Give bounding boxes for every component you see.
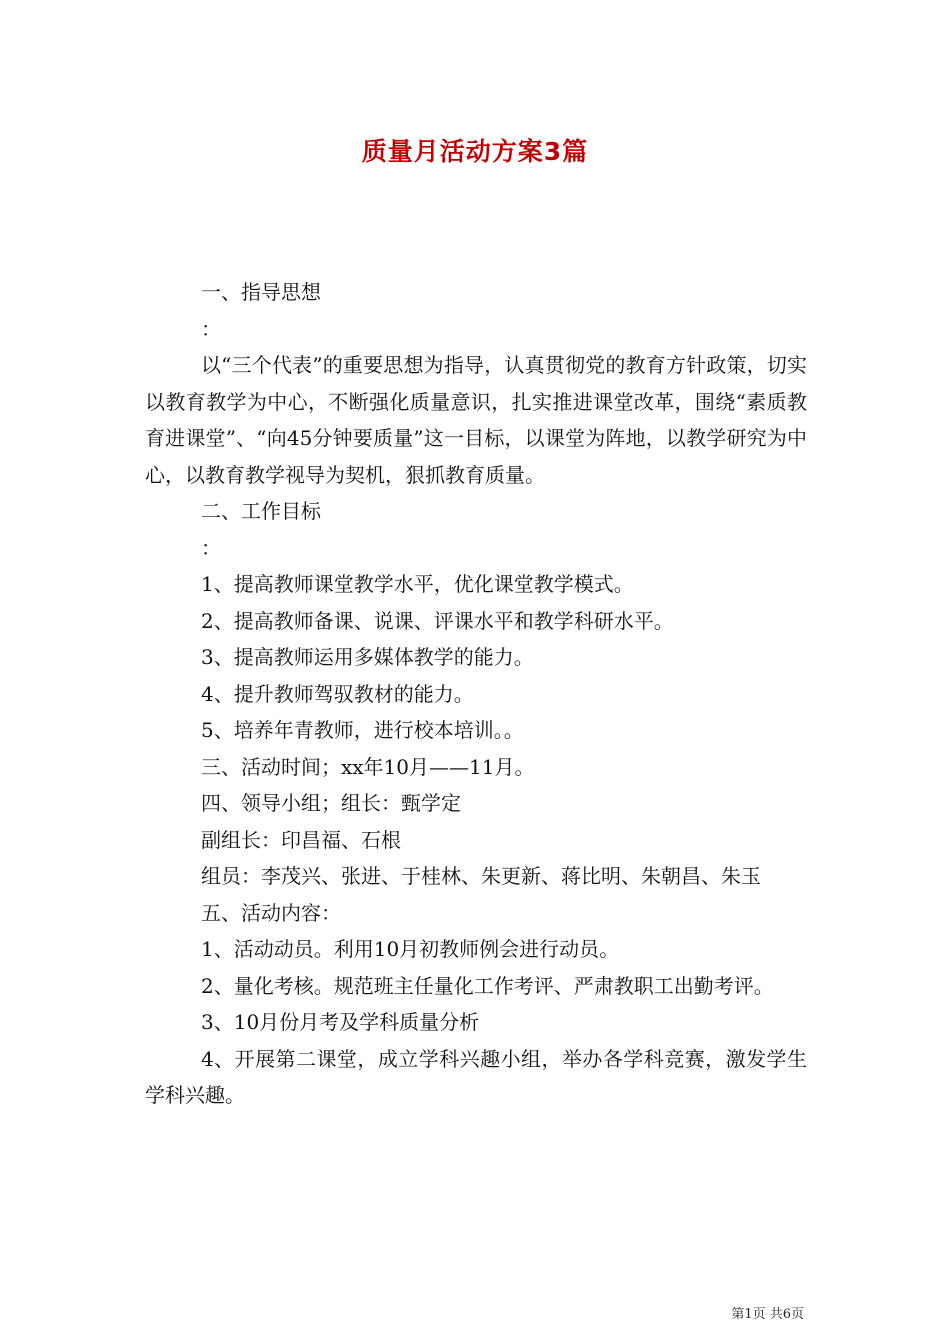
list-item: 2、量化考核。规范班主任量化工作考评、严肃教职工出勤考评。 xyxy=(201,973,774,998)
list-item: 1、提高教师课堂教学水平，优化课堂教学模式。 xyxy=(201,572,634,596)
list-item: 1、活动动员。利用10月初教师例会进行动员。 xyxy=(201,937,620,961)
section-heading-guiding-thought: 一、指导思想 xyxy=(201,280,321,304)
page-number: 第1页 共6页 xyxy=(731,1307,804,1322)
colon-line: ： xyxy=(201,316,221,341)
list-item: 4、开展第二课堂，成立学科兴趣小组，举办各学科竞赛，激发学生学科兴趣。 xyxy=(145,1046,807,1107)
list-item: 3、提高教师运用多媒体教学的能力。 xyxy=(201,645,534,669)
list-item: 5、培养年青教师，进行校本培训。。 xyxy=(201,718,524,742)
document-body xyxy=(145,274,807,1114)
list-item: 3、10月份月考及学科质量分析 xyxy=(201,1010,480,1034)
section-heading-leadership-group: 四、领导小组；组长：甄学定 xyxy=(201,791,461,815)
section-heading-activity-content: 五、活动内容： xyxy=(201,900,341,925)
document-title: 质量月活动方案3篇 xyxy=(361,137,589,166)
section-heading-work-goals: 二、工作目标 xyxy=(201,499,321,523)
list-item: 2、提高教师备课、说课、评课水平和教学科研水平。 xyxy=(201,608,674,633)
members-line: 组员：李茂兴、张进、于桂林、朱更新、蒋比明、朱朝昌、朱玉 xyxy=(201,864,761,888)
section-heading-activity-time: 三、活动时间；xx年10月——11月。 xyxy=(201,754,535,779)
paragraph-guiding-thought: 以“三个代表”的重要思想为指导，认真贯彻党的教育方针政策，切实以教育教学为中心，不断强化质量意识，扎实推进课堂改革，围绕“素质教育进课堂”、“向45分钟要质量”这一目标，以课堂为阵地，以教学研究为中心，以教育教学视导为契机，狠抓教育质量。 xyxy=(145,353,807,487)
vice-leader-line: 副组长：印昌福、石根 xyxy=(201,827,401,852)
list-item: 4、提升教师驾驭教材的能力。 xyxy=(201,681,474,706)
colon-line: ： xyxy=(201,535,221,560)
